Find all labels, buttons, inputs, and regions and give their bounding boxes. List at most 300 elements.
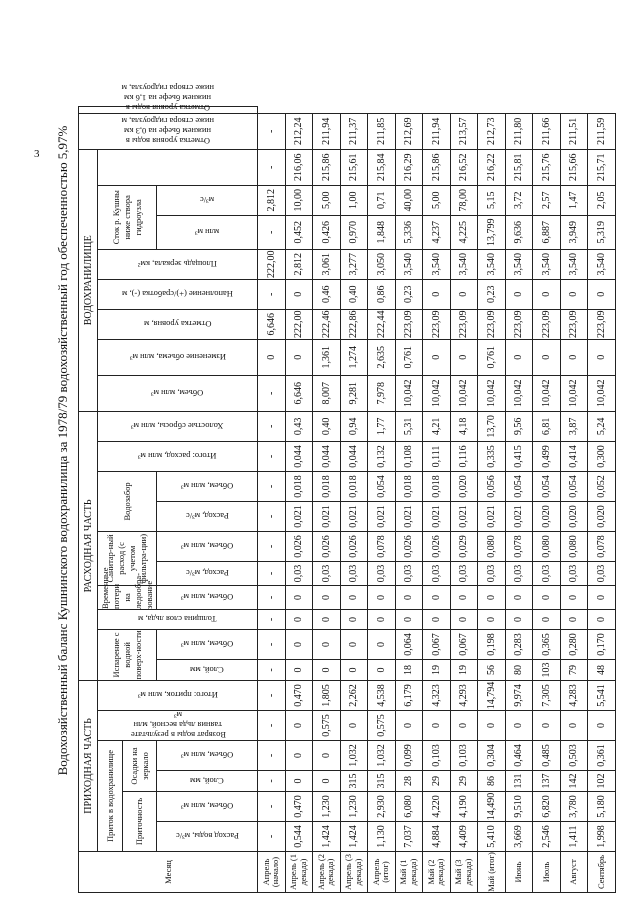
table-cell: 0 [423, 585, 451, 609]
table-cell: 0 [340, 629, 368, 659]
table-cell: 0,283 [505, 629, 533, 659]
table-cell: 222,00 [258, 249, 286, 279]
table-cell: 4,323 [423, 680, 451, 710]
table-cell: 1,77 [368, 411, 396, 441]
table-cell: 131 [505, 771, 533, 792]
table-cell: 0,503 [560, 741, 588, 771]
table-cell: 0 [505, 711, 533, 741]
table-cell: 0,103 [450, 741, 478, 771]
table-cell: 0,970 [340, 215, 368, 249]
month-cell: Апрель (итог) [368, 852, 396, 893]
reservoir-header: ВОДОХРАНИЛИЩЕ [79, 149, 98, 411]
table-cell: 2,812 [285, 249, 313, 279]
temp-loss-header: Временные потери на ледообра-зование [98, 585, 157, 609]
table-cell: 216,06 [285, 149, 313, 185]
table-cell: 0 [505, 609, 533, 629]
table-cell: 0 [560, 609, 588, 629]
table-cell: 0,03 [313, 561, 341, 585]
table-cell: 0 [340, 609, 368, 629]
table-cell: 2,930 [368, 792, 396, 822]
table-cell: 4,283 [560, 680, 588, 710]
table-cell: 222,00 [285, 309, 313, 339]
table-cell: 0 [478, 585, 506, 609]
month-cell: Июнь [505, 852, 533, 893]
table-cell: 0,300 [588, 441, 616, 471]
table-cell: 0,099 [395, 741, 423, 771]
table-cell: 0,94 [340, 411, 368, 441]
table-cell: 4,884 [423, 822, 451, 852]
table-cell: 0 [450, 339, 478, 375]
month-cell: Апрель (2 декада) [313, 852, 341, 893]
table-cell: 13,70 [478, 411, 506, 441]
table-cell: 3,540 [478, 249, 506, 279]
table-row [588, 107, 616, 893]
table-cell: 0 [368, 629, 396, 659]
table-cell: 3,061 [313, 249, 341, 279]
table-cell: 5,00 [313, 185, 341, 215]
table-cell: 29 [450, 771, 478, 792]
table-cell: 1,00 [340, 185, 368, 215]
table-cell: 315 [340, 771, 368, 792]
table-cell: 0 [478, 711, 506, 741]
area-header: Площадь зеркала, км² [98, 249, 258, 279]
table-row [423, 107, 451, 893]
table-cell: 222,46 [313, 309, 341, 339]
table-cell: 1,424 [313, 822, 341, 852]
table-cell: 215,84 [368, 149, 396, 185]
table-cell: 0 [313, 585, 341, 609]
table-cell: - [258, 501, 286, 531]
evap-layer-unit-header: Слой, мм [157, 659, 258, 680]
table-cell: 0,452 [285, 215, 313, 249]
fill-header: Наполнение (+)/сработка (-), м [98, 279, 258, 309]
table-cell: 6,646 [285, 375, 313, 411]
table-cell: 0,280 [560, 629, 588, 659]
table-cell: 0 [285, 659, 313, 680]
table-cell: 5,541 [588, 680, 616, 710]
table-cell: 4,293 [450, 680, 478, 710]
table-cell: 0,018 [395, 471, 423, 501]
sanitary-rate-unit-header: Расход, м³/с [157, 561, 258, 585]
table-cell: 2,546 [533, 822, 561, 852]
sanitary-volume-unit-header: Объем, млн м³ [157, 531, 258, 561]
table-cell: - [258, 411, 286, 441]
table-cell: 0,054 [533, 471, 561, 501]
expense-part-header: РАСХОДНАЯ ЧАСТЬ [79, 411, 98, 680]
table-cell: 0 [423, 711, 451, 741]
table-cell: 0 [560, 279, 588, 309]
table-cell: 0,426 [313, 215, 341, 249]
table-cell: - [258, 609, 286, 629]
table-cell: 2,57 [533, 185, 561, 215]
table-cell: 0,018 [285, 471, 313, 501]
table-cell: 3,540 [450, 249, 478, 279]
table-cell: 0,111 [423, 441, 451, 471]
table-cell: 4,220 [423, 792, 451, 822]
table-cell: 0,304 [478, 741, 506, 771]
table-cell: 0,03 [560, 561, 588, 585]
runoff-mln-unit-header: млн м³ [157, 215, 258, 249]
table-cell: 223,09 [423, 309, 451, 339]
table-cell: 0,40 [340, 279, 368, 309]
table-cell: 0,86 [368, 279, 396, 309]
table-cell: 0 [560, 585, 588, 609]
table-cell: 0 [560, 339, 588, 375]
flow-unit-header: Расход воды, м³/с [157, 822, 258, 852]
table-row [340, 107, 368, 893]
table-cell: 3,540 [395, 249, 423, 279]
month-cell: Август [560, 852, 588, 893]
precip-layer-unit-header: Слой, мм [157, 771, 258, 792]
table-row [505, 107, 533, 893]
table-row [478, 107, 506, 893]
document-title: Водохозяйственный баланс Кушнинского водохранилища за 1978/79 водохозяйственный год обеспеченностью 5,97% [55, 125, 70, 776]
table-cell: 0 [313, 629, 341, 659]
table-cell: 0,018 [313, 471, 341, 501]
table-cell: 1,130 [368, 822, 396, 852]
table-cell: 19 [450, 659, 478, 680]
month-cell: Июль [533, 852, 561, 893]
table-cell: 0,052 [588, 471, 616, 501]
table-cell: 0,575 [313, 711, 341, 741]
table-cell: 315 [368, 771, 396, 792]
table-cell: 2,635 [368, 339, 396, 375]
table-cell: 0 [450, 609, 478, 629]
table-cell: 0,40 [313, 411, 341, 441]
table-cell: 0 [533, 279, 561, 309]
table-cell: 3,050 [368, 249, 396, 279]
table-cell: - [258, 471, 286, 501]
table-cell: - [258, 149, 286, 185]
table-cell: 5,24 [588, 411, 616, 441]
table-cell: 0,054 [368, 471, 396, 501]
table-cell: - [258, 215, 286, 249]
table-cell: 0,415 [505, 441, 533, 471]
lvl16-header: Отметка уровня воды в нижнем бьефе на 1,6 км ниже створа гидроузла, м [79, 107, 258, 114]
month-cell: Май (3 декада) [450, 852, 478, 893]
income-total-header: Итого: приток, млн м³ [98, 680, 258, 710]
table-cell: 9,510 [505, 792, 533, 822]
table-cell: 0 [588, 585, 616, 609]
table-cell: 0,108 [395, 441, 423, 471]
table-row [313, 107, 341, 893]
table-cell: 0,080 [478, 531, 506, 561]
table-cell: 1,032 [368, 741, 396, 771]
table-cell: 0,064 [395, 629, 423, 659]
table-cell: 0,575 [368, 711, 396, 741]
table-cell: 3,540 [505, 249, 533, 279]
table-row [533, 107, 561, 893]
level-header: Отметка уровня, м [98, 309, 258, 339]
table-cell: 2,812 [258, 185, 286, 215]
table-cell: 5,410 [478, 822, 506, 852]
table-cell: 4,18 [450, 411, 478, 441]
table-cell: 4,237 [423, 215, 451, 249]
table-cell: 0 [560, 711, 588, 741]
table-cell: - [258, 531, 286, 561]
sanitary-header: Санитар-ный расход (с учетом фильтра-ции) [98, 531, 157, 585]
table-cell: 0,116 [450, 441, 478, 471]
table-cell: 0 [313, 741, 341, 771]
table-cell: 223,09 [478, 309, 506, 339]
inflow-volume-unit-header: Объем, млн м³ [157, 792, 258, 822]
table-cell: 14,490 [478, 792, 506, 822]
table-cell: 0 [368, 609, 396, 629]
table-cell: 0,499 [533, 441, 561, 471]
volume-header: Объем, млн м³ [98, 375, 258, 411]
expense-total-header: Итого: расход, млн м³ [98, 441, 258, 471]
runoff-header: Сток р. Кушны ниже створа гидроузла [98, 185, 157, 249]
table-cell: 79 [560, 659, 588, 680]
table-cell: - [258, 561, 286, 585]
table-cell: 0,03 [395, 561, 423, 585]
table-cell: 215,61 [340, 149, 368, 185]
table-cell: 0,361 [588, 741, 616, 771]
table-cell: 0 [423, 339, 451, 375]
table-cell: 223,09 [533, 309, 561, 339]
table-cell: 0,026 [423, 531, 451, 561]
table-cell: 211,80 [505, 113, 533, 149]
table-cell: 86 [478, 771, 506, 792]
ice-return-header: Возврат воды в результате таяния льда весной, млн м³ [98, 711, 258, 741]
table-cell: 1,424 [340, 822, 368, 852]
table-cell: 0 [588, 279, 616, 309]
table-cell: 102 [588, 771, 616, 792]
table-cell: 0,71 [368, 185, 396, 215]
ice-thickness-header: Толщина слоя льда, м [98, 609, 258, 629]
table-cell: 0,544 [285, 822, 313, 852]
table-cell: 14,794 [478, 680, 506, 710]
table-cell: - [258, 741, 286, 771]
table-cell: - [258, 822, 286, 852]
table-cell: 0 [313, 609, 341, 629]
table-cell: 7,037 [395, 822, 423, 852]
table-cell: 216,22 [478, 149, 506, 185]
table-cell: 223,09 [560, 309, 588, 339]
month-cell: Май (1 декада) [395, 852, 423, 893]
table-cell: 0 [450, 711, 478, 741]
table-cell: 9,636 [505, 215, 533, 249]
table-cell: 0,026 [285, 531, 313, 561]
table-cell: 0,43 [285, 411, 313, 441]
inflow-sub-header: Приточность [123, 792, 157, 852]
table-cell: 6,887 [533, 215, 561, 249]
idle-discharge-header: Холостые сбросы, млн м³ [98, 411, 258, 441]
table-cell: 0 [340, 585, 368, 609]
table-cell: 0,23 [478, 279, 506, 309]
table-cell: 0,080 [560, 531, 588, 561]
table-cell: 0,029 [450, 531, 478, 561]
table-cell: 0,132 [368, 441, 396, 471]
table-cell: 0,365 [533, 629, 561, 659]
table-cell: 0,470 [285, 792, 313, 822]
table-cell: 222,44 [368, 309, 396, 339]
table-cell: 215,76 [533, 149, 561, 185]
table-cell: 216,29 [395, 149, 423, 185]
table-cell: 0 [505, 339, 533, 375]
table-row [395, 107, 423, 893]
table-cell: 5,15 [478, 185, 506, 215]
table-cell: - [258, 711, 286, 741]
table-cell: 0,054 [560, 471, 588, 501]
table-cell: 1,998 [588, 822, 616, 852]
table-cell: 0 [450, 585, 478, 609]
table-cell: 0 [395, 585, 423, 609]
table-cell: 0,03 [340, 561, 368, 585]
table-cell: 6,080 [395, 792, 423, 822]
intake-volume-unit-header: Объем, млн м³ [157, 471, 258, 501]
table-cell: 0 [450, 279, 478, 309]
month-cell: Май (2 декада) [423, 852, 451, 893]
table-cell: 0 [533, 609, 561, 629]
table-cell: 0 [505, 279, 533, 309]
table-cell: 19 [423, 659, 451, 680]
table-cell: - [258, 680, 286, 710]
table-cell: 0,044 [313, 441, 341, 471]
precip-volume-unit-header: Объем, млн м³ [157, 741, 258, 771]
table-cell: 0,020 [560, 501, 588, 531]
table-cell: 3,72 [505, 185, 533, 215]
table-cell: 1,032 [340, 741, 368, 771]
table-cell: 0,067 [423, 629, 451, 659]
table-cell: 0 [340, 659, 368, 680]
table-cell: 0 [285, 771, 313, 792]
table-cell: 4,225 [450, 215, 478, 249]
table-cell: 1,230 [340, 792, 368, 822]
table-cell: 211,51 [560, 113, 588, 149]
table-cell: 6,81 [533, 411, 561, 441]
table-cell: 10,042 [533, 375, 561, 411]
table-cell: 10,042 [450, 375, 478, 411]
month-header: Месяц [79, 852, 258, 893]
table-cell: 223,09 [588, 309, 616, 339]
table-cell: 0,054 [505, 471, 533, 501]
table-cell: 0,335 [478, 441, 506, 471]
temp-loss-unit-header: Объем, млн м³ [157, 585, 258, 609]
intake-rate-unit-header: Расход, м³/с [157, 501, 258, 531]
table-cell: 2,262 [340, 680, 368, 710]
intake-header: Водозабор [98, 471, 157, 531]
table-cell: 5,319 [588, 215, 616, 249]
table-cell: 1,361 [313, 339, 341, 375]
table-cell: 0 [285, 585, 313, 609]
table-cell: 0,03 [285, 561, 313, 585]
table-cell: 0,021 [478, 501, 506, 531]
table-cell: - [258, 771, 286, 792]
lvl03-header: Отметка уровня воды в нижнем бьефе на 0,3 км ниже створа гидроузла, м [79, 113, 258, 149]
table-cell: 0,761 [478, 339, 506, 375]
table-cell: - [258, 441, 286, 471]
table-cell: 4,538 [368, 680, 396, 710]
table-cell: 0,021 [313, 501, 341, 531]
table-cell: 0,761 [395, 339, 423, 375]
table-cell: 0,026 [340, 531, 368, 561]
table-cell: 9,56 [505, 411, 533, 441]
table-cell: 0 [313, 659, 341, 680]
table-cell: 10,042 [505, 375, 533, 411]
table-cell: 0 [588, 711, 616, 741]
table-cell: 0,23 [395, 279, 423, 309]
table-cell: 28 [395, 771, 423, 792]
table-row [450, 107, 478, 893]
table-cell: 0 [395, 609, 423, 629]
table-cell: 0 [285, 741, 313, 771]
table-cell: 0,020 [450, 471, 478, 501]
table-cell: 1,848 [368, 215, 396, 249]
table-cell: 0,044 [285, 441, 313, 471]
table-cell: 0,021 [285, 501, 313, 531]
table-cell: 0,03 [533, 561, 561, 585]
table-cell: 2,05 [588, 185, 616, 215]
table-cell: 0 [258, 339, 286, 375]
table-cell: 212,24 [285, 113, 313, 149]
month-cell: Сентябрь [588, 852, 616, 893]
table-cell: 0,080 [533, 531, 561, 561]
table-cell: 0,03 [505, 561, 533, 585]
table-cell: 0,03 [450, 561, 478, 585]
table-cell: 5,31 [395, 411, 423, 441]
table-cell: 223,09 [505, 309, 533, 339]
table-cell: 0,026 [395, 531, 423, 561]
table-cell: 80 [505, 659, 533, 680]
table-cell: 29 [423, 771, 451, 792]
table-cell: 216,52 [450, 149, 478, 185]
table-cell: 3,540 [560, 249, 588, 279]
table-cell: - [258, 279, 286, 309]
table-cell: 6,820 [533, 792, 561, 822]
table-cell: 0 [533, 711, 561, 741]
table-cell: 0,021 [450, 501, 478, 531]
table-cell: - [258, 659, 286, 680]
month-cell: Апрель (1 декада) [285, 852, 313, 893]
table-cell: 0,021 [340, 501, 368, 531]
table-cell: 10,042 [588, 375, 616, 411]
table-cell: 0,03 [478, 561, 506, 585]
table-cell: 0 [368, 659, 396, 680]
table-cell: 1,411 [560, 822, 588, 852]
table-cell: 0 [505, 585, 533, 609]
table-cell: 0,078 [368, 531, 396, 561]
month-cell: Апрель (начало) [258, 852, 286, 893]
page-number: 3 [34, 148, 40, 160]
table-cell: 212,69 [395, 113, 423, 149]
table-cell: 215,86 [423, 149, 451, 185]
table-cell: 0 [423, 279, 451, 309]
table-cell: 211,37 [340, 113, 368, 149]
table-cell: 0 [478, 609, 506, 629]
table-cell: 0,03 [423, 561, 451, 585]
table-cell: 4,21 [423, 411, 451, 441]
table-cell: 212,73 [478, 113, 506, 149]
table-cell: 0,03 [588, 561, 616, 585]
table-cell: 3,780 [560, 792, 588, 822]
table-cell: 0,078 [588, 531, 616, 561]
table-cell: 0,485 [533, 741, 561, 771]
table-cell: 1,47 [560, 185, 588, 215]
table-cell: 0,067 [450, 629, 478, 659]
table-body [258, 107, 616, 893]
table-cell: 13,799 [478, 215, 506, 249]
table-cell: 0,020 [588, 501, 616, 531]
table-cell: 0,03 [368, 561, 396, 585]
table-cell: 0,021 [395, 501, 423, 531]
table-cell: 0,414 [560, 441, 588, 471]
table-cell: 0 [313, 771, 341, 792]
table-cell: 0,470 [285, 680, 313, 710]
table-cell: 0 [285, 339, 313, 375]
table-row [285, 107, 313, 893]
table-cell: 211,94 [313, 113, 341, 149]
